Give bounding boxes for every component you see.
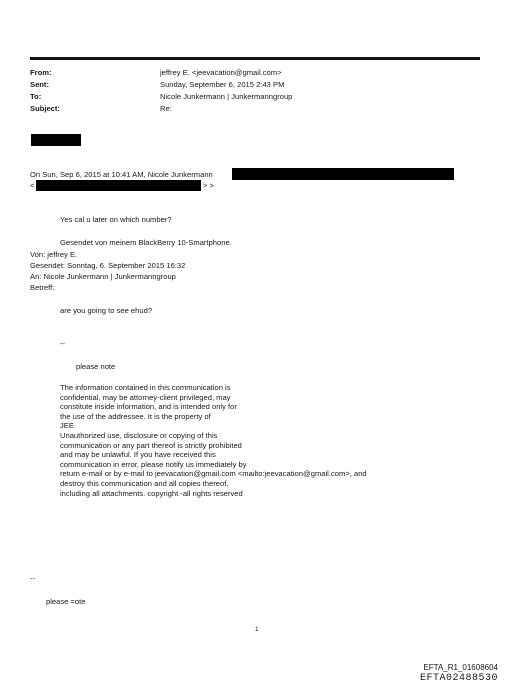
footer-dashes: --: [30, 574, 36, 583]
redaction-block: [36, 180, 201, 191]
disclaimer-line: confidential, may be attorney-client privileged, may: [60, 392, 231, 402]
please-note-2-text: please =ote: [46, 597, 86, 606]
redaction-block: [31, 134, 81, 146]
header-rule: [30, 57, 480, 60]
sent-label: Sent:: [30, 80, 49, 89]
subject-value: Re:: [160, 104, 172, 113]
disclaimer-line: and may be unlawful. If you have received this: [60, 450, 216, 460]
to-label: To:: [30, 92, 42, 101]
quote-line: On Sun, Sep 6, 2015 at 10:41 AM, Nicole Junkermann: [30, 170, 213, 179]
disclaimer-line: destroy this communication and all copies thereof,: [60, 478, 229, 488]
disclaimer-line: JEE: [60, 421, 74, 431]
subject-label: Subject:: [30, 104, 60, 113]
signature-text: Gesendet von meinem BlackBerry 10-Smartphone.: [60, 238, 232, 247]
betreff-line: Betreff:: [30, 283, 55, 292]
disclaimer-line: constitute inside information, and is intended only for: [60, 402, 237, 412]
disclaimer-line: including all attachments. copyright -all rights reserved: [60, 488, 243, 498]
please-note-text: please note: [76, 362, 116, 371]
disclaimer-line: communication in error, please notify us immediately by: [60, 459, 247, 469]
separator-dashes: --: [60, 339, 66, 348]
disclaimer-line: communication or any part thereof is strictly prohibited: [60, 440, 242, 450]
reply-text: Yes cal u later on which number?: [60, 215, 172, 224]
sent-value: Sunday, September 6, 2015 2:43 PM: [160, 80, 285, 89]
disclaimer-paragraph: [60, 383, 460, 498]
disclaimer-line: the use of the addressee. It is the property of: [60, 411, 211, 421]
from-label: From:: [30, 68, 52, 77]
question-text: are you going to see ehud?: [60, 306, 153, 315]
disclaimer-line: The information contained in this communication is: [60, 383, 231, 392]
to-value: Nicole Junkermann | Junkermanngroup: [160, 92, 293, 101]
an-line: An: Nicole Junkermann | Junkermanngroup: [30, 272, 176, 281]
disclaimer-line: Unauthorized use, disclosure or copying of this: [60, 430, 218, 440]
disclaimer-line: return e-mail or by e-mail to jeevacation@gmail.com <mailto:jeevacation@gmail.com>, and: [60, 469, 367, 479]
from-value: jeffrey E. <jeevacation@gmail.com>: [160, 68, 282, 77]
von-line: Von: jeffrey E.: [30, 250, 78, 259]
efta-stamp: EFTA02488530: [419, 673, 498, 684]
page-number: 1: [255, 626, 259, 633]
efta-stamp-r1: EFTA_R1_01608604: [423, 663, 498, 672]
quote-open-bracket: <: [30, 181, 35, 190]
redaction-block: [232, 168, 454, 180]
quote-close-bracket: > >: [203, 181, 214, 190]
gesendet-line: Gesendet: Sonntag, 6. September 2015 16:32: [30, 261, 186, 270]
